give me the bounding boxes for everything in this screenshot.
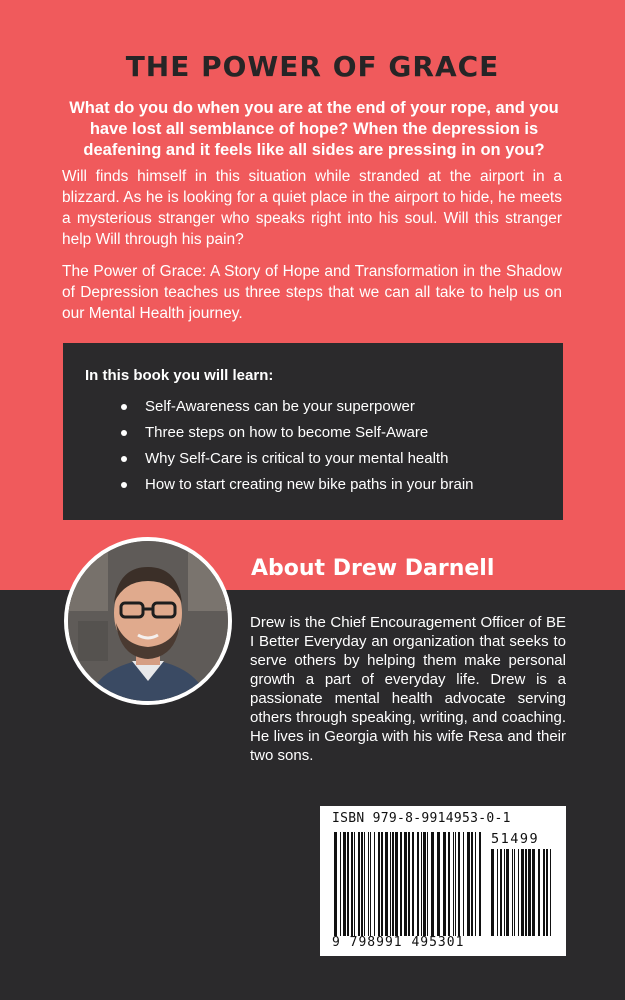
list-item	[85, 420, 543, 446]
ean-digits: 9 798991 495301	[332, 935, 465, 950]
learn-box	[63, 343, 563, 520]
about-heading: About Drew Darnell	[251, 556, 495, 581]
list-item-label: Why Self-Care is critical to your mental health	[145, 450, 449, 467]
author-portrait-icon	[68, 541, 228, 701]
list-item	[85, 472, 543, 498]
list-item-label: How to start creating new bike paths in your brain	[145, 476, 474, 493]
barcode-addon-icon	[491, 849, 553, 936]
list-item-label: Three steps on how to become Self-Aware	[145, 424, 429, 441]
learn-heading: In this book you will learn:	[85, 367, 274, 384]
author-bio: Drew is the Chief Encouragement Officer of BE I Better Everyday an organization that seeks to serve others by helping them make personal growth a part of everyday life. Drew is a passionate mental health advocate serving others through speaking, writing, and coaching. He lives in Georgia with his wife Resa and their two sons.	[250, 614, 566, 764]
book-title: THE POWER OF GRACE	[125, 50, 500, 83]
list-item-label: Self-Awareness can be your superpower	[145, 398, 415, 415]
synopsis-paragraph: Will finds himself in this situation while stranded at the airport in a blizzard. As he is looking for a quiet place in the airport to hide, he meets a mysterious stranger who speaks right into his soul. Will this stranger help Will through his pain?	[62, 168, 562, 248]
list-item	[85, 446, 543, 472]
author-photo	[64, 537, 232, 705]
tagline: What do you do when you are at the end of your rope, and you have lost all semblance of hope? When the depression is deafening and it feels like all sides are pressing in on you?	[69, 99, 559, 159]
learn-list	[85, 394, 543, 498]
bullet-icon	[121, 430, 127, 436]
barcode-main-icon	[334, 832, 484, 936]
list-item	[85, 394, 543, 420]
synopsis-paragraph: The Power of Grace: A Story of Hope and Transformation in the Shadow of Depression teaches us three steps that we can all take to help us on our Mental Health journey.	[62, 263, 562, 322]
price-code: 51499	[491, 831, 540, 847]
bullet-icon	[121, 404, 127, 410]
bullet-icon	[121, 456, 127, 462]
barcode-box	[320, 806, 566, 956]
bullet-icon	[121, 482, 127, 488]
isbn-label: ISBN 979-8-9914953-0-1	[332, 811, 511, 826]
